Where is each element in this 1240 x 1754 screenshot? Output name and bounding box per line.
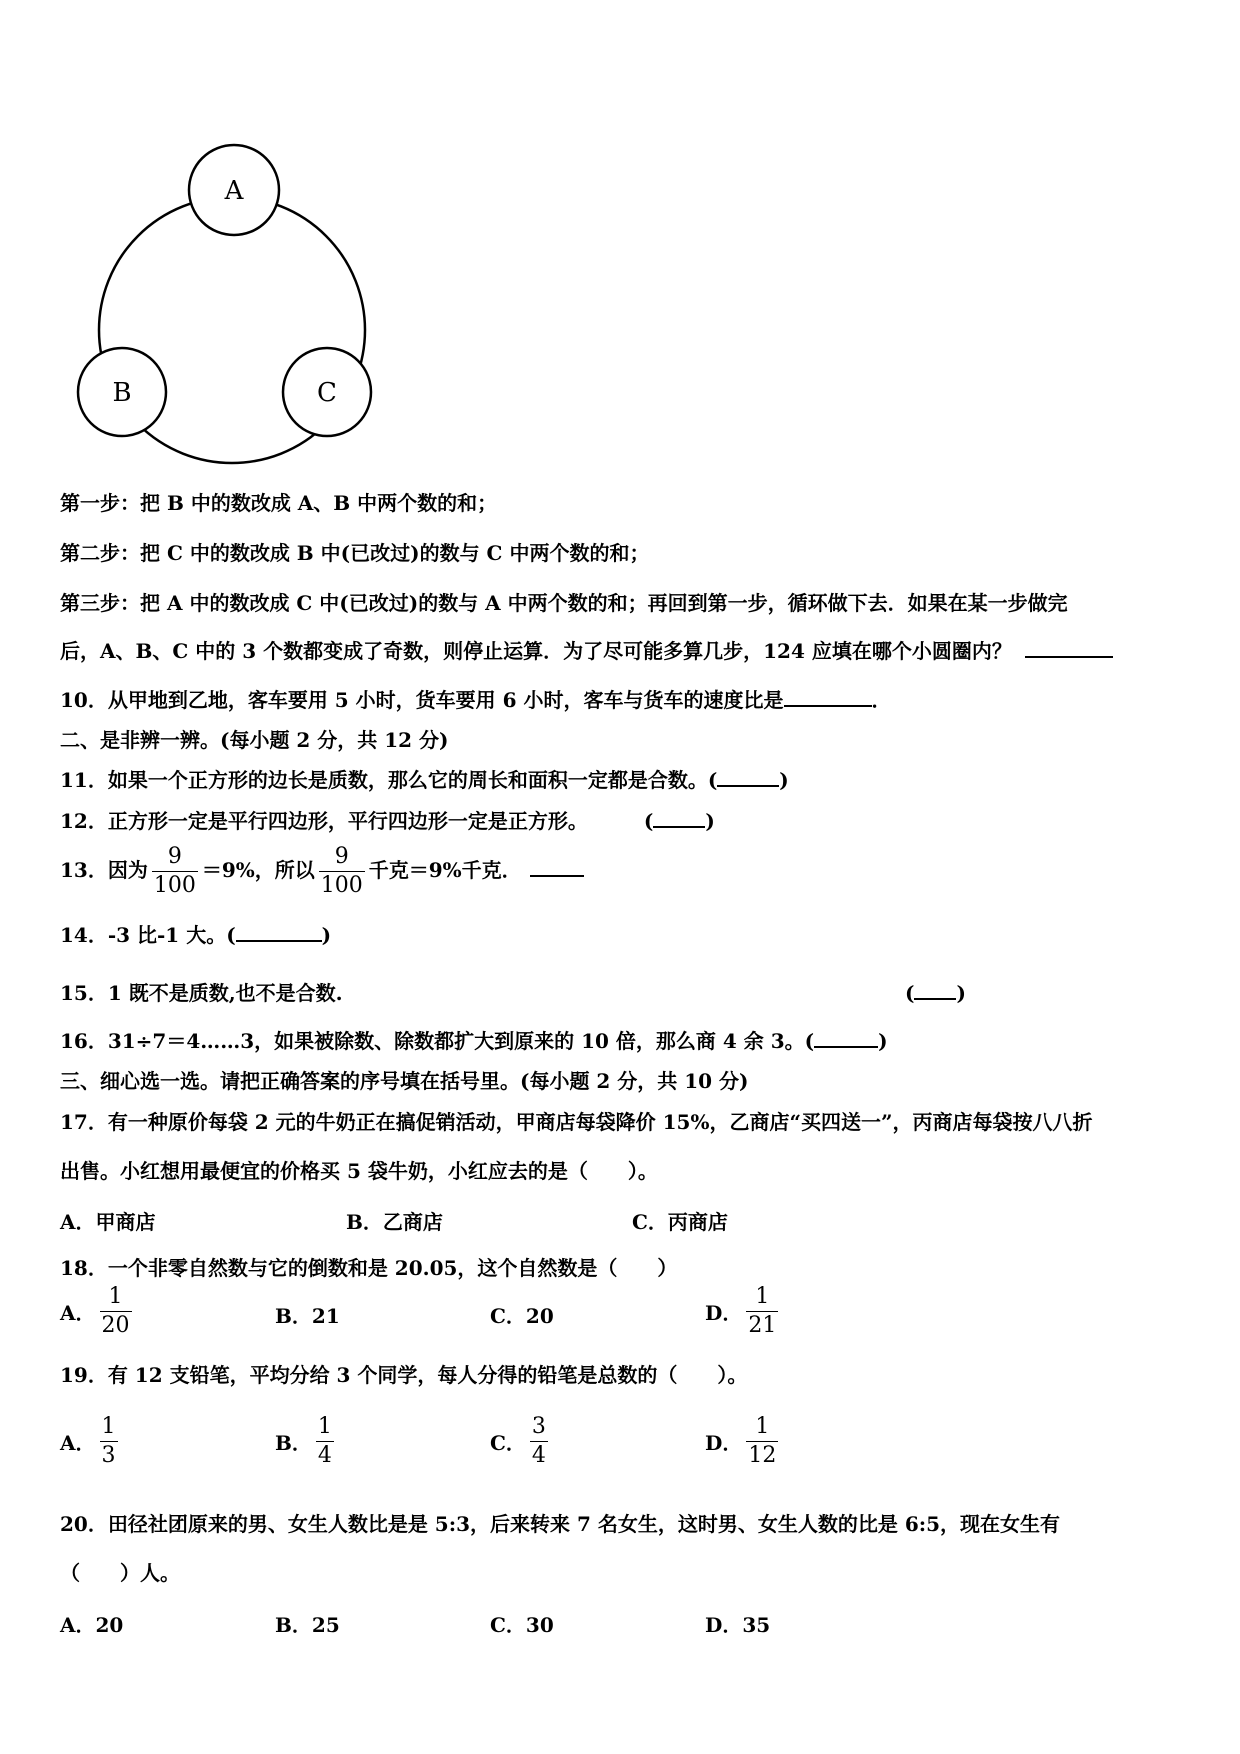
q19-option-c-num: 3	[530, 1413, 548, 1442]
q13-pre: 13．因为	[60, 858, 148, 882]
q19-option-b-label: B．	[275, 1431, 312, 1455]
q19-option-c-label: C．	[490, 1431, 526, 1455]
q9-answer-blank[interactable]	[1025, 638, 1113, 658]
q14-answer-blank[interactable]	[236, 922, 322, 942]
q9-step3b	[60, 638, 1113, 664]
q10-text: 10．从甲地到乙地，客车要用 5 小时，货车要用 6 小时，客车与货车的速度比是	[60, 688, 784, 712]
q18-question: 18．一个非零自然数与它的倒数和是 20.05，这个自然数是（ ）	[60, 1256, 678, 1280]
q12-end: )	[705, 809, 715, 833]
section2-title: 二、是非辨一辨。(每小题 2 分，共 12 分)	[60, 728, 449, 752]
q20-option-c[interactable]: C．30	[490, 1613, 554, 1637]
q15-open: (	[905, 981, 915, 1005]
q19-option-d-label: D．	[705, 1431, 743, 1455]
q15-answer	[905, 980, 966, 1006]
q12	[60, 808, 715, 834]
q19-option-d-num: 1	[746, 1413, 778, 1442]
q15-end: )	[956, 981, 966, 1005]
q14-end: )	[321, 923, 332, 947]
q12-answer-blank[interactable]	[653, 808, 705, 828]
q13-fraction-1-den: 100	[153, 873, 196, 898]
q18-option-a-num: 1	[100, 1283, 132, 1312]
q13-fraction-1	[152, 843, 198, 900]
q13-fraction-1-num: 9	[152, 843, 198, 872]
q19-option-b-den: 4	[317, 1443, 332, 1468]
q18-option-d-label: D．	[705, 1301, 743, 1325]
q15-answer-blank[interactable]	[914, 980, 956, 1000]
q19-option-d-den: 12	[748, 1443, 777, 1468]
q11	[60, 767, 789, 793]
q17-option-c[interactable]: C．丙商店	[632, 1210, 728, 1234]
q15	[60, 980, 980, 1006]
circle-a-label: A	[224, 176, 244, 206]
q13-post: 千克＝9%千克．	[368, 858, 522, 882]
q19-option-c-fraction	[530, 1413, 548, 1470]
section3-title: 三、细心选一选。请把正确答案的序号填在括号里。(每小题 2 分，共 10 分)	[60, 1069, 749, 1093]
q9-step1: 第一步：把 B 中的数改成 A、B 中两个数的和；	[60, 491, 498, 515]
q19-option-d[interactable]	[705, 1413, 782, 1470]
q11-answer-blank[interactable]	[717, 767, 779, 787]
q9-step3a: 第三步：把 A 中的数改成 C 中(已改过)的数与 A 中两个数的和；再回到第一步，循环做下去．如果在某一步做完	[60, 591, 1068, 615]
q19-option-b-num: 1	[316, 1413, 334, 1442]
q19-option-c[interactable]	[490, 1413, 552, 1470]
q19-option-b[interactable]	[275, 1413, 338, 1470]
q19-option-d-fraction	[746, 1413, 778, 1470]
q19-option-c-den: 4	[531, 1443, 546, 1468]
q19-option-a-num: 1	[100, 1413, 118, 1442]
q14	[60, 922, 331, 948]
q13-fraction-2-den: 100	[320, 873, 363, 898]
q17-line2: 出售。小红想用最便宜的价格买 5 袋牛奶，小红应去的是（ ）。	[60, 1159, 658, 1183]
circle-c-label: C	[317, 378, 337, 408]
q19-option-a-den: 3	[101, 1443, 116, 1468]
q10-end: ．	[871, 688, 892, 712]
q15-text: 15．1 既不是质数,也不是合数.	[60, 981, 343, 1005]
circle-diagram	[72, 140, 392, 465]
q19-question: 19．有 12 支铅笔，平均分给 3 个同学，每人分得的铅笔是总数的（ ）。	[60, 1363, 748, 1387]
q12-text: 12．正方形一定是平行四边形，平行四边形一定是正方形。	[60, 809, 588, 833]
q19-option-a-label: A．	[60, 1431, 96, 1455]
q14-text: 14．-3 比-1 大。(	[60, 923, 236, 947]
q19-option-b-fraction	[316, 1413, 334, 1470]
q12-open: (	[643, 809, 654, 833]
q18-option-a[interactable]	[60, 1283, 136, 1340]
q9-step3b-text: 后，A、B、C 中的 3 个数都变成了奇数，则停止运算．为了尽可能多算几步，124 应填在哪个小圆圈内？	[60, 639, 1012, 663]
q20-option-d[interactable]: D．35	[705, 1613, 771, 1637]
q10	[60, 687, 892, 713]
q17-option-b[interactable]: B．乙商店	[346, 1210, 443, 1234]
q16-answer-blank[interactable]	[814, 1028, 878, 1048]
q20-line1: 20．田径社团原来的男、女生人数比是是 5:3，后来转来 7 名女生，这时男、女生人数的比是 6:5，现在女生有	[60, 1512, 1061, 1536]
q16	[60, 1028, 888, 1054]
q9-step2: 第二步：把 C 中的数改成 B 中(已改过)的数与 C 中两个数的和；	[60, 541, 650, 565]
q11-text: 11．如果一个正方形的边长是质数，那么它的周长和面积一定都是合数。(	[60, 768, 718, 792]
q18-option-a-den: 20	[101, 1313, 130, 1338]
q18-option-d-fraction	[746, 1283, 778, 1340]
q10-answer-blank[interactable]	[784, 687, 872, 707]
q18-option-a-label: A．	[60, 1301, 96, 1325]
q17-option-a[interactable]: A．甲商店	[60, 1210, 156, 1234]
q18-option-d[interactable]	[705, 1283, 782, 1340]
q17-line1: 17．有一种原价每袋 2 元的牛奶正在搞促销活动，甲商店每袋降价 15%，乙商店“买四送一”，丙商店每袋按八八折	[60, 1110, 1093, 1134]
q13	[60, 840, 584, 900]
circle-b-label: B	[112, 378, 132, 408]
q20-line2: （ ）人。	[60, 1561, 180, 1585]
q20-option-b[interactable]: B．25	[275, 1613, 340, 1637]
q18-option-a-fraction	[100, 1283, 132, 1340]
q20-option-a[interactable]: A．20	[60, 1613, 124, 1637]
q13-answer-blank[interactable]	[530, 857, 584, 877]
q16-end: )	[878, 1029, 888, 1053]
q19-option-a-fraction	[100, 1413, 118, 1470]
q19-option-a[interactable]	[60, 1413, 122, 1470]
q13-fraction-2-num: 9	[319, 843, 365, 872]
q13-fraction-2	[319, 843, 365, 900]
q18-option-d-num: 1	[746, 1283, 778, 1312]
q18-option-c[interactable]: C．20	[490, 1304, 554, 1328]
q16-text: 16．31÷7＝4……3，如果被除数、除数都扩大到原来的 10 倍，那么商 4 余 3。(	[60, 1029, 815, 1053]
q11-end: )	[779, 768, 789, 792]
q18-option-d-den: 21	[748, 1313, 777, 1338]
q18-option-b[interactable]: B．21	[275, 1304, 340, 1328]
q13-mid: ＝9%，所以	[201, 858, 315, 882]
